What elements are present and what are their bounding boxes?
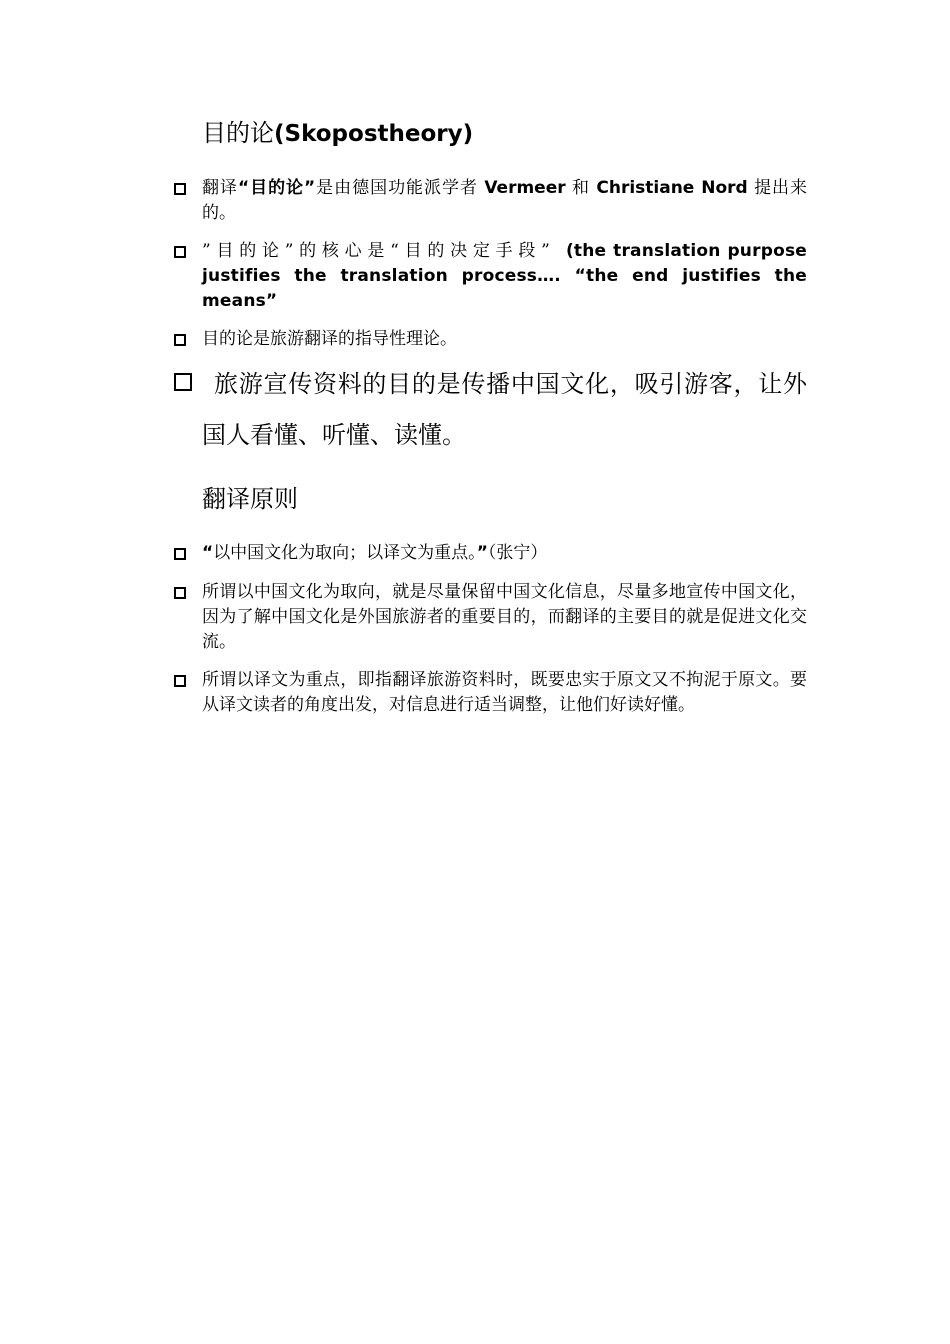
bullet-text: “以中国文化为取向；以译文为重点。”（张宁） xyxy=(202,543,548,563)
bullet-item xyxy=(174,668,807,718)
square-bullet-icon xyxy=(174,587,186,599)
square-bullet-icon xyxy=(174,548,186,560)
square-bullet-icon xyxy=(174,334,186,346)
bullet-text: 翻译“目的论”是由德国功能派学者 Vermeer 和 Christiane Nord 提出来的。 xyxy=(202,178,808,223)
bullet-text: 目的论是旅游翻译的指导性理论。 xyxy=(202,329,457,349)
square-bullet-icon xyxy=(174,373,192,391)
bullet-item xyxy=(174,327,807,352)
bullet-item xyxy=(174,176,807,226)
section-title-en: (Skopostheory) xyxy=(274,121,474,147)
square-bullet-icon xyxy=(174,675,186,687)
section-title-skopos xyxy=(202,118,473,149)
section-title-cn: 目的论 xyxy=(202,119,274,147)
bullet-text: ”目的论”的核心是“目的决定手段” (the translation purpose justifies the translation process…. “the end justifies the means” xyxy=(202,241,807,311)
square-bullet-icon xyxy=(174,246,186,258)
bullet-item xyxy=(174,580,807,655)
bullet-text: 所谓以译文为重点，即指翻译旅游资料时，既要忠实于原文又不拘泥于原文。要从译文读者的角度出发，对信息进行适当调整，让他们好读好懂。 xyxy=(202,670,807,715)
bullet-text: 所谓以中国文化为取向，就是尽量保留中国文化信息，尽量多地宣传中国文化，因为了解中国文化是外国旅游者的重要目的，而翻译的主要目的就是促进文化交流。 xyxy=(202,582,807,652)
bullet-item xyxy=(174,541,807,566)
square-bullet-icon xyxy=(174,183,186,195)
bullet-item xyxy=(174,239,807,314)
bullet-text: 旅游宣传资料的目的是传播中国文化，吸引游客，让外国人看懂、听懂、读懂。 xyxy=(202,370,807,449)
section-title-principles: 翻译原则 xyxy=(202,485,298,513)
bullet-item xyxy=(174,359,807,461)
